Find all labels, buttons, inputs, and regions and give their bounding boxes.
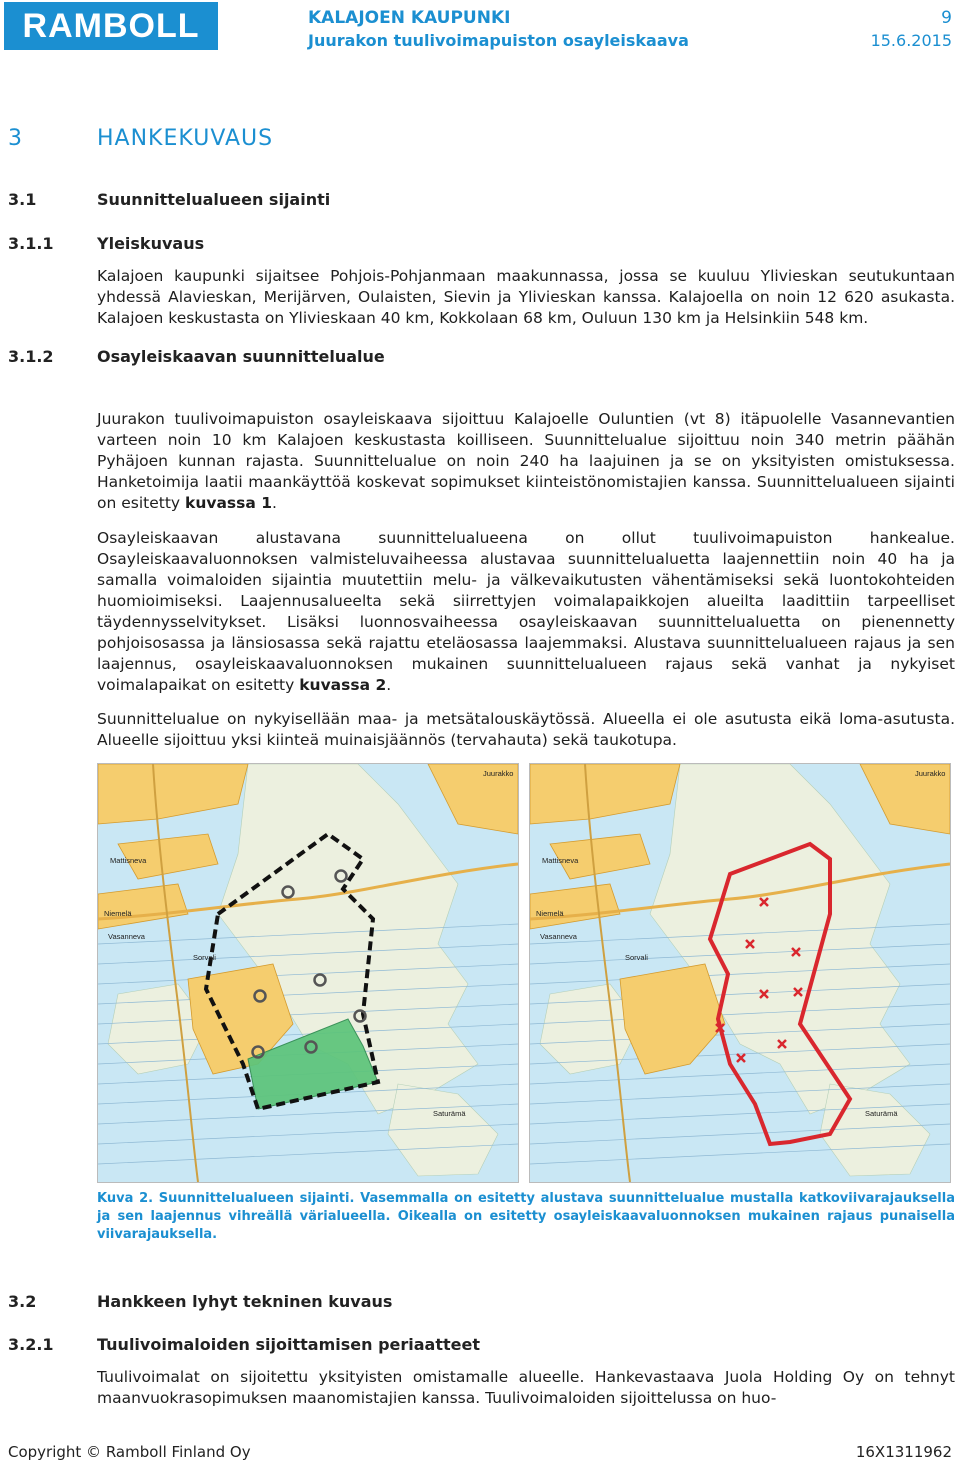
map-right-label-juurakko: Juurakko [915, 769, 946, 778]
map-right-draft-area [529, 763, 951, 1183]
map-right-label-niemela: Niemelä [536, 909, 564, 918]
paragraph-land-use: Suunnittelualue on nykyisellään maa- ja metsätalouskäytössä. Alueella ei ole asutusta eikä loma-asutusta. Alueelle sijoittuu yksi kiinteä muinaisjäännös (tervahauta) sekä taukotupa. [97, 710, 955, 749]
figure-caption: Kuva 2. Suunnittelualueen sijainti. Vasemmalla on esitetty alustava suunnittelualue mustalla katkoviivarajauksella ja sen laajennus vihreällä värialueella. Oikealla on esitetty osayleiskaavaluonnoksen mukainen rajaus punaisella viivarajauksella. [97, 1191, 955, 1242]
map-left-label-mattisneva: Mattisneva [110, 856, 147, 865]
paragraph-siting-principles: Tuulivoimalat on sijoitettu yksityisten omistamalle alueelle. Hankevastaava Juola Holding Oy on tehnyt maanvuokrasopimuksen maanomistajien kanssa. Tuulivoimaloiden sijoittelussa on huo- [97, 1368, 955, 1407]
map-left-label-juurakko: Juurakko [483, 769, 514, 778]
paragraph-expansion: Osayleiskaavan alustavana suunnittelualueena on ollut tuulivoimapuiston hankealue. Osayleiskaavaluonnoksen valmisteluvaiheessa alustavaa suunnittelualuetta laajennettiin noin 40 ha ja samalla voimaloiden sijaintia muutettiin melu- ja välkevaikutusten vähentämiseksi sekä luontokohteiden huomioimiseksi. Laajennusalueelta sekä siirrettyjen voimalapaikkojen alueilta laadittiin tarpeelliset täydennysselvitykset. Lisäksi luonnosvaiheessa osayleiskaavan suunnittelualuetta on pienennetty pohjoisosassa ja länsiosassa sekä rajattu eteläosassa laajemmaksi. Alustava suunnittelualueen rajaus ja sen laajennus, osayleiskaavaluonnoksen mukainen suunnittelualueen rajaus sekä vanhat ja nykyiset voimalapaikat on esitetty kuvassa 2. [97, 529, 955, 694]
map-left-label-vasanneva: Vasanneva [108, 932, 145, 941]
header-date: 15.6.2015 [870, 31, 952, 50]
section-3-2-number: 3.2 [8, 1292, 37, 1311]
map-left-label-niemela: Niemelä [104, 909, 132, 918]
section-3-1-title: Suunnittelualueen sijainti [97, 190, 331, 209]
section-3-1-1-number: 3.1.1 [8, 234, 54, 253]
section-3-number: 3 [8, 126, 22, 151]
map-left-label-saturama: Saturämä [433, 1109, 466, 1118]
map-left-preliminary-area [97, 763, 519, 1183]
section-3-2-title: Hankkeen lyhyt tekninen kuvaus [97, 1292, 393, 1311]
section-3-1-2-number: 3.1.2 [8, 347, 54, 366]
section-3-1-1-title: Yleiskuvaus [97, 234, 205, 253]
map-right-label-saturama: Saturämä [865, 1109, 898, 1118]
header-document-title: Juurakon tuulivoimapuiston osayleiskaava [308, 31, 689, 50]
figure-reference-2: kuvassa 2 [299, 676, 387, 694]
map-right-label-vasanneva: Vasanneva [540, 932, 577, 941]
section-3-title: HANKEKUVAUS [97, 126, 274, 151]
section-3-1-2-title: Osayleiskaavan suunnittelualue [97, 347, 385, 366]
header-organization: KALAJOEN KAUPUNKI [308, 8, 511, 28]
figure-reference-1: kuvassa 1 [185, 494, 273, 512]
paragraph-overview: Kalajoen kaupunki sijaitsee Pohjois-Pohjanmaan maakunnassa, jossa se kuuluu Ylivieskan seutukuntaan yhdessä Alavieskan, Merijärven, Oulaisten, Sievin ja Ylivieskan kanssa. Kalajoella on noin 12 620 asukasta. Kalajoen keskustasta on Ylivieskaan 40 km, Kokkolaan 68 km, Ouluun 130 km ja Helsinkiin 548 km. [97, 267, 955, 327]
footer-project-code: 16X1311962 [855, 1443, 952, 1461]
section-3-2-1-title: Tuulivoimaloiden sijoittamisen periaatteet [97, 1335, 480, 1354]
section-3-1-number: 3.1 [8, 190, 37, 209]
section-3-2-1-number: 3.2.1 [8, 1335, 54, 1354]
page-number: 9 [941, 8, 952, 28]
map-right-label-mattisneva: Mattisneva [542, 856, 579, 865]
map-right-label-sorvali: Sorvali [625, 953, 648, 962]
paragraph-planning-area: Juurakon tuulivoimapuiston osayleiskaava sijoittuu Kalajoelle Ouluntien (vt 8) itäpuolelle Vasannevantien varteen noin 10 km Kalajoen keskustasta koilliseen. Suunnittelualue sijoittuu noin 340 metrin päähän Pyhäjoen kunnan rajasta. Suunnittelualue on noin 240 ha laajuinen ja se on yksityisten omistuksessa. Hanketoimija laatii maankäyttöä koskevat sopimukset kiinteistönomistajien kanssa. Suunnittelualueen sijainti on esitetty kuvassa 1. [97, 410, 955, 512]
map-left-label-sorvali: Sorvali [193, 953, 216, 962]
ramboll-logo: RAMBOLL [4, 2, 218, 50]
footer-copyright: Copyright © Ramboll Finland Oy [8, 1443, 251, 1461]
